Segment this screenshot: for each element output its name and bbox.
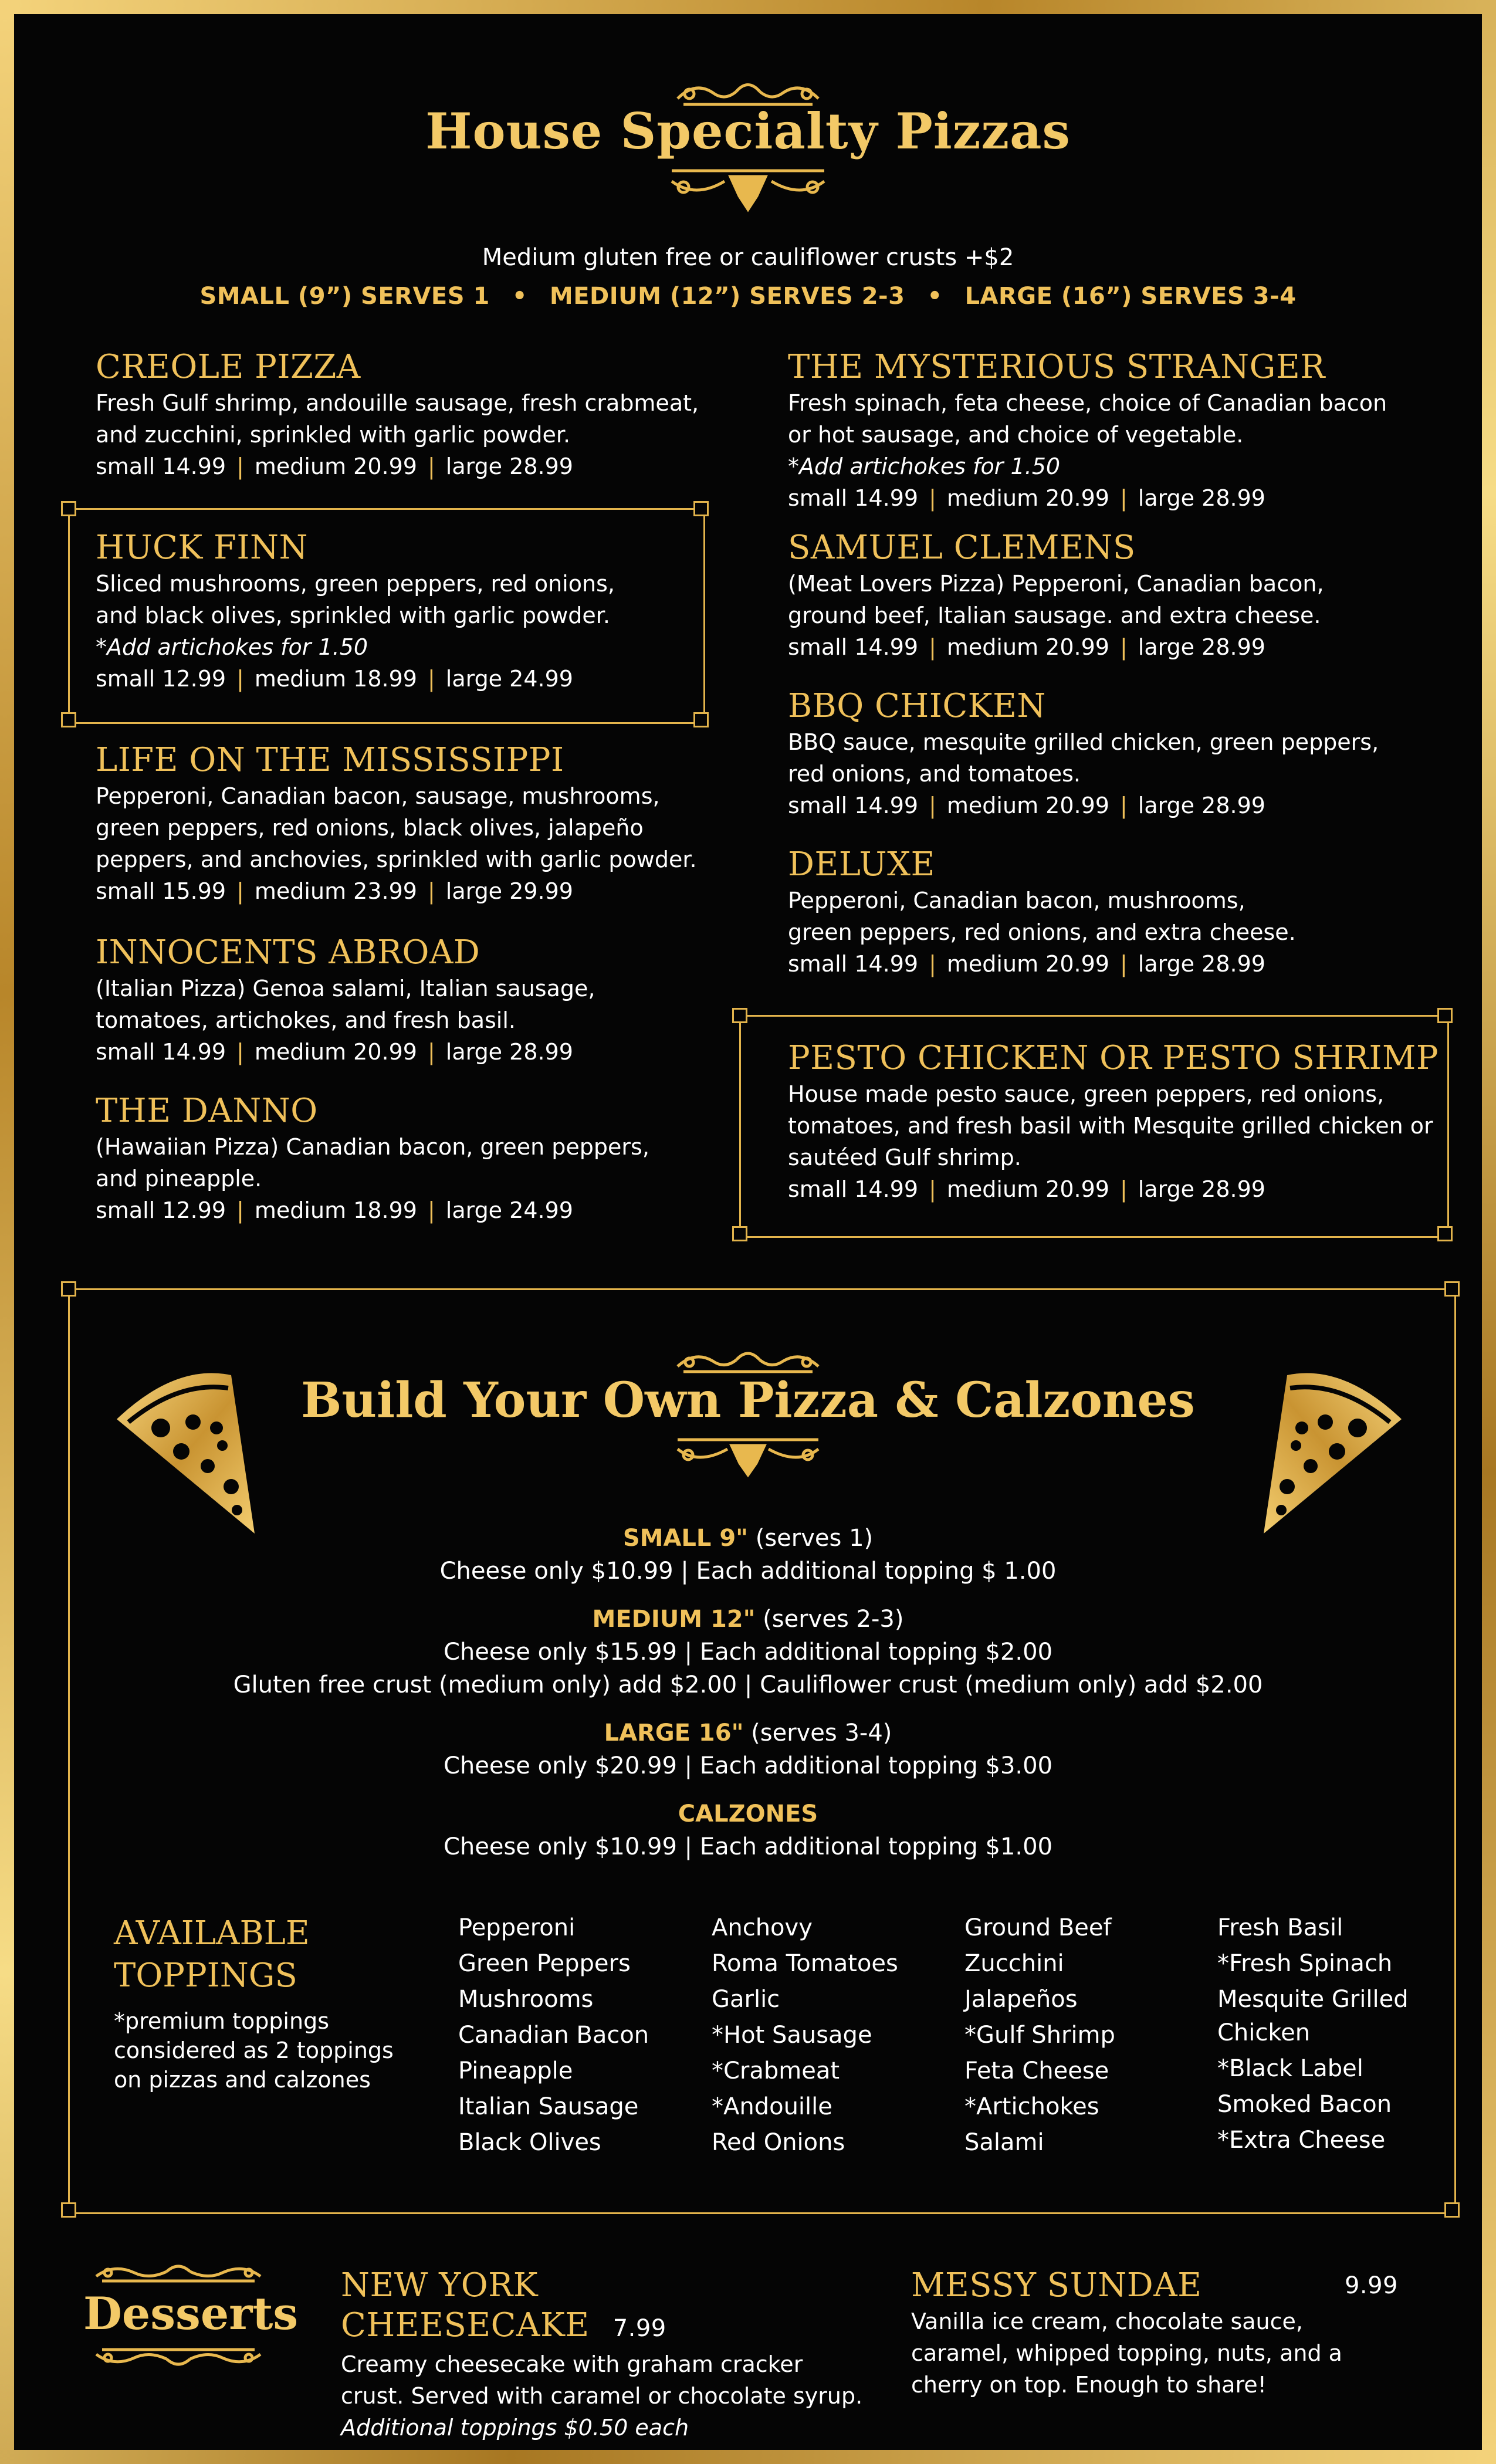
size-label: MEDIUM 12" bbox=[592, 1606, 756, 1633]
price-separator: | bbox=[236, 453, 244, 479]
price-separator: | bbox=[236, 878, 244, 904]
price-small: small 12.99 bbox=[96, 666, 226, 692]
pizza-desc-line: red onions, and tomatoes. bbox=[788, 761, 1081, 787]
price-medium: medium 20.99 bbox=[946, 1176, 1109, 1202]
topping-item: *Gulf Shrimp bbox=[964, 2022, 1115, 2049]
price-separator: | bbox=[1119, 485, 1128, 511]
pizza-desc-line: and pineapple. bbox=[96, 1166, 262, 1192]
topping-item: Mesquite Grilled bbox=[1217, 1986, 1409, 2013]
pizza-name: THE MYSTERIOUS STRANGER bbox=[788, 348, 1325, 386]
topping-item: Feta Cheese bbox=[964, 2057, 1109, 2084]
topping-item: Anchovy bbox=[712, 1914, 813, 1941]
dessert-desc-line: Creamy cheesecake with graham cracker bbox=[341, 2351, 803, 2377]
topping-item: Jalapeños bbox=[964, 1986, 1078, 2013]
price-separator: | bbox=[929, 485, 936, 511]
price-separator: | bbox=[427, 453, 435, 479]
price-separator: | bbox=[929, 1176, 936, 1202]
pizza-desc-line: (Italian Pizza) Genoa salami, Italian sausage, bbox=[96, 976, 595, 1001]
price-large: large 28.99 bbox=[1138, 485, 1265, 511]
dessert-desc-line: crust. Served with caramel or chocolate syrup. bbox=[341, 2383, 863, 2409]
price-separator: | bbox=[236, 666, 244, 692]
frame-corner-icon bbox=[1437, 1008, 1453, 1023]
topping-item: Zucchini bbox=[964, 1950, 1064, 1977]
pizza-desc-line: ground beef, Italian sausage. and extra cheese. bbox=[788, 603, 1321, 628]
price-separator: | bbox=[236, 1197, 244, 1223]
price-large: large 28.99 bbox=[445, 1039, 573, 1065]
topping-item: *Hot Sausage bbox=[712, 2022, 872, 2049]
price-separator: | bbox=[929, 793, 936, 818]
dessert-messy-sundae bbox=[911, 2266, 1398, 2401]
frame-corner-icon bbox=[732, 1226, 747, 1241]
size-large: LARGE (16”) SERVES 3-4 bbox=[964, 283, 1297, 310]
pizza-desc-line: tomatoes, and fresh basil with Mesquite grilled chicken or bbox=[788, 1113, 1433, 1139]
price-small: small 15.99 bbox=[96, 878, 226, 904]
pizza-desc-line: Pepperoni, Canadian bacon, sausage, mushrooms, bbox=[96, 783, 660, 809]
pizza-prices bbox=[788, 482, 1463, 514]
pizza-desc-line: and black olives, sprinkled with garlic powder. bbox=[96, 603, 611, 628]
frame-corner-icon bbox=[61, 1281, 76, 1297]
frame-corner-icon bbox=[61, 2202, 76, 2218]
toppings-heading bbox=[114, 1913, 310, 1997]
pizza-prices bbox=[96, 1194, 717, 1226]
pizza-prices bbox=[788, 631, 1463, 663]
topping-item: Red Onions bbox=[712, 2129, 845, 2156]
size-label: LARGE 16" bbox=[604, 1720, 744, 1747]
dessert-cheesecake bbox=[341, 2266, 869, 2443]
price-medium: medium 20.99 bbox=[946, 485, 1109, 511]
dessert-desc-line: Vanilla ice cream, chocolate sauce, bbox=[911, 2309, 1303, 2334]
pizza-name: BBQ CHICKEN bbox=[788, 687, 1046, 725]
topping-item: Ground Beef bbox=[964, 1914, 1112, 1941]
pizza-desc-line: Fresh Gulf shrimp, andouille sausage, fresh crabmeat, bbox=[96, 390, 699, 416]
price-medium: medium 18.99 bbox=[254, 666, 417, 692]
dessert-addon: Additional toppings $0.50 each bbox=[341, 2415, 689, 2441]
pizza-bbq-chicken bbox=[788, 686, 1463, 821]
price-small: small 14.99 bbox=[788, 951, 919, 977]
pizza-desc-line: peppers, and anchovies, sprinkled with garlic powder. bbox=[96, 847, 697, 872]
pizza-prices bbox=[788, 790, 1463, 821]
topping-item: *Andouille bbox=[712, 2093, 832, 2120]
price-large: large 29.99 bbox=[445, 878, 573, 904]
pizza-prices bbox=[788, 1173, 1439, 1205]
dessert-name: NEW YORK CHEESECAKE bbox=[341, 2266, 590, 2344]
price-medium: medium 20.99 bbox=[946, 951, 1109, 977]
pizza-desc-line: sautéed Gulf shrimp. bbox=[788, 1145, 1021, 1170]
serves-label: (serves 3-4) bbox=[743, 1720, 892, 1747]
pizza-addon: *Add artichokes for 1.50 bbox=[788, 453, 1061, 479]
price-medium: medium 23.99 bbox=[254, 878, 417, 904]
frame-corner-icon bbox=[1444, 2202, 1460, 2218]
toppings-column-1 bbox=[458, 1910, 649, 2161]
dessert-name-row bbox=[911, 2266, 1398, 2306]
price-small: small 14.99 bbox=[788, 485, 919, 511]
dessert-desc-line: caramel, whipped topping, nuts, and a bbox=[911, 2340, 1342, 2366]
dessert-price: 9.99 bbox=[1344, 2272, 1398, 2299]
byo-title: Build Your Own Pizza & Calzones bbox=[301, 1372, 1195, 1429]
price-large: large 28.99 bbox=[1138, 951, 1265, 977]
pizza-prices bbox=[788, 948, 1463, 980]
pizza-desc-line: Sliced mushrooms, green peppers, red onions, bbox=[96, 571, 615, 597]
pizza-name: THE DANNO bbox=[96, 1092, 318, 1130]
price-large: large 28.99 bbox=[1138, 793, 1265, 818]
pizza-desc-line: and zucchini, sprinkled with garlic powder. bbox=[96, 422, 571, 448]
page-title: House Specialty Pizzas bbox=[425, 102, 1071, 160]
price-separator: | bbox=[1119, 793, 1128, 818]
price-medium: medium 20.99 bbox=[946, 634, 1109, 660]
topping-item: Canadian Bacon bbox=[458, 2022, 649, 2049]
price-large: large 28.99 bbox=[1138, 1176, 1265, 1202]
price-large: large 24.99 bbox=[445, 1197, 573, 1223]
frame-corner-icon bbox=[732, 1008, 747, 1023]
price-separator: | bbox=[236, 1039, 244, 1065]
price-small: small 14.99 bbox=[788, 634, 919, 660]
pizza-innocents-abroad bbox=[96, 933, 717, 1068]
byo-large-prices: Cheese only $20.99 | Each additional topping $3.00 bbox=[443, 1752, 1053, 1779]
price-large: large 24.99 bbox=[445, 666, 573, 692]
topping-item: *Fresh Spinach bbox=[1217, 1950, 1393, 1977]
pizza-addon: *Add artichokes for 1.50 bbox=[96, 634, 368, 660]
crust-note: Medium gluten free or cauliflower crusts +$2 bbox=[482, 244, 1014, 271]
byo-calzones-heading bbox=[14, 1798, 1482, 1830]
price-small: small 14.99 bbox=[788, 793, 919, 818]
ornament-top-icon bbox=[672, 1346, 824, 1375]
size-small: SMALL (9”) SERVES 1 bbox=[199, 283, 490, 310]
pizza-prices bbox=[96, 451, 717, 482]
toppings-heading-line: AVAILABLE bbox=[114, 1914, 310, 1952]
price-separator: | bbox=[1119, 951, 1128, 977]
price-separator: | bbox=[1119, 634, 1128, 660]
topping-item: Salami bbox=[964, 2129, 1044, 2156]
price-large: large 28.99 bbox=[1138, 634, 1265, 660]
pizza-prices bbox=[96, 663, 717, 695]
pizza-life-on-the-mississippi bbox=[96, 740, 717, 907]
serves-label: (serves 1) bbox=[748, 1525, 874, 1552]
topping-item: *Extra Cheese bbox=[1217, 2127, 1386, 2154]
byo-large-heading bbox=[14, 1717, 1482, 1749]
pizza-pesto bbox=[788, 1038, 1439, 1205]
pizza-samuel-clemens bbox=[788, 528, 1463, 663]
dessert-name-row bbox=[341, 2266, 869, 2348]
byo-small-heading bbox=[14, 1522, 1482, 1555]
pizza-name: LIFE ON THE MISSISSIPPI bbox=[96, 741, 564, 779]
pizza-deluxe bbox=[788, 845, 1463, 980]
byo-calzones-prices: Cheese only $10.99 | Each additional topping $1.00 bbox=[443, 1833, 1053, 1860]
toppings-column-4 bbox=[1217, 1910, 1409, 2161]
topping-item: Chicken bbox=[1217, 2019, 1311, 2046]
pizza-name: PESTO CHICKEN OR PESTO SHRIMP bbox=[788, 1039, 1439, 1077]
price-separator: | bbox=[427, 1197, 435, 1223]
pizza-desc-line: tomatoes, artichokes, and fresh basil. bbox=[96, 1007, 516, 1033]
toppings-column-3 bbox=[964, 1910, 1115, 2161]
topping-item: Pepperoni bbox=[458, 1914, 576, 1941]
size-label: SMALL 9" bbox=[622, 1525, 749, 1552]
frame-corner-icon bbox=[1437, 1226, 1453, 1241]
byo-small-prices: Cheese only $10.99 | Each additional topping $ 1.00 bbox=[439, 1558, 1057, 1585]
ornament-bottom-icon bbox=[666, 1434, 830, 1481]
desserts-title: Desserts bbox=[83, 2287, 299, 2340]
price-small: small 14.99 bbox=[788, 1176, 919, 1202]
frame-corner-icon bbox=[693, 501, 709, 516]
toppings-heading-line: TOPPINGS bbox=[114, 1957, 297, 1995]
pizza-desc-line: or hot sausage, and choice of vegetable. bbox=[788, 422, 1244, 448]
price-separator: | bbox=[427, 1039, 435, 1065]
frame-corner-icon bbox=[61, 501, 76, 516]
size-label: CALZONES bbox=[678, 1800, 818, 1827]
price-small: small 14.99 bbox=[96, 453, 226, 479]
pizza-name: SAMUEL CLEMENS bbox=[788, 529, 1136, 567]
frame-corner-icon bbox=[61, 712, 76, 727]
size-legend bbox=[14, 283, 1482, 310]
pizza-prices bbox=[96, 875, 717, 907]
topping-item: Garlic bbox=[712, 1986, 780, 2013]
pizza-name: DELUXE bbox=[788, 845, 935, 884]
ornament-top-icon bbox=[90, 2261, 266, 2284]
price-large: large 28.99 bbox=[445, 453, 573, 479]
topping-item: Mushrooms bbox=[458, 1986, 594, 2013]
toppings-note-line: considered as 2 toppings bbox=[114, 2037, 394, 2063]
pizza-desc-line: House made pesto sauce, green peppers, red onions, bbox=[788, 1081, 1385, 1107]
pizza-mysterious-stranger bbox=[788, 347, 1463, 514]
toppings-note bbox=[114, 2006, 394, 2094]
pizza-desc-line: Pepperoni, Canadian bacon, mushrooms, bbox=[788, 888, 1245, 913]
pizza-creole bbox=[96, 347, 717, 482]
ornament-bottom-icon bbox=[660, 164, 836, 216]
byo-medium-crusts: Gluten free crust (medium only) add $2.00 | Cauliflower crust (medium only) add $2.00 bbox=[233, 1671, 1263, 1698]
topping-item: Black Olives bbox=[458, 2129, 601, 2156]
topping-item: *Artichokes bbox=[964, 2093, 1099, 2120]
pizza-desc-line: Fresh spinach, feta cheese, choice of Canadian bacon bbox=[788, 390, 1387, 416]
ornament-bottom-icon bbox=[90, 2346, 266, 2370]
toppings-note-line: *premium toppings bbox=[114, 2008, 329, 2034]
size-separator: • bbox=[512, 283, 527, 310]
byo-medium-heading bbox=[14, 1603, 1482, 1636]
topping-item: Fresh Basil bbox=[1217, 1914, 1343, 1941]
toppings-column-2 bbox=[712, 1910, 898, 2161]
topping-item: Smoked Bacon bbox=[1217, 2091, 1392, 2118]
pizza-desc-line: green peppers, red onions, black olives, jalapeño bbox=[96, 815, 644, 841]
topping-item: Italian Sausage bbox=[458, 2093, 639, 2120]
pizza-desc-line: BBQ sauce, mesquite grilled chicken, green peppers, bbox=[788, 729, 1379, 755]
price-medium: medium 20.99 bbox=[946, 793, 1109, 818]
price-separator: | bbox=[427, 666, 435, 692]
price-medium: medium 20.99 bbox=[254, 1039, 417, 1065]
dessert-price: 7.99 bbox=[612, 2315, 666, 2342]
pizza-huck-finn bbox=[96, 528, 717, 695]
price-medium: medium 20.99 bbox=[254, 453, 417, 479]
pizza-desc-line: (Meat Lovers Pizza) Pepperoni, Canadian bacon, bbox=[788, 571, 1324, 597]
size-separator: • bbox=[927, 283, 943, 310]
price-small: small 14.99 bbox=[96, 1039, 226, 1065]
topping-item: *Black Label bbox=[1217, 2055, 1363, 2082]
pizza-desc-line: (Hawaiian Pizza) Canadian bacon, green peppers, bbox=[96, 1134, 649, 1160]
topping-item: *Crabmeat bbox=[712, 2057, 840, 2084]
pizza-name: INNOCENTS ABROAD bbox=[96, 933, 480, 972]
pizza-name: CREOLE PIZZA bbox=[96, 348, 361, 386]
topping-item: Green Peppers bbox=[458, 1950, 631, 1977]
byo-medium-prices: Cheese only $15.99 | Each additional topping $2.00 bbox=[443, 1639, 1053, 1666]
price-separator: | bbox=[427, 878, 435, 904]
dessert-desc-line: cherry on top. Enough to share! bbox=[911, 2372, 1267, 2398]
pizza-prices bbox=[96, 1036, 717, 1068]
size-medium: MEDIUM (12”) SERVES 2-3 bbox=[549, 283, 905, 310]
topping-item: Roma Tomatoes bbox=[712, 1950, 898, 1977]
pizza-desc-line: green peppers, red onions, and extra cheese. bbox=[788, 919, 1296, 945]
price-medium: medium 18.99 bbox=[254, 1197, 417, 1223]
pizza-name: HUCK FINN bbox=[96, 529, 308, 567]
dessert-name: MESSY SUNDAE bbox=[911, 2266, 1202, 2304]
frame-corner-icon bbox=[693, 712, 709, 727]
price-separator: | bbox=[929, 634, 936, 660]
topping-item: Pineapple bbox=[458, 2057, 573, 2084]
price-separator: | bbox=[1119, 1176, 1128, 1202]
toppings-note-line: on pizzas and calzones bbox=[114, 2067, 371, 2093]
price-small: small 12.99 bbox=[96, 1197, 226, 1223]
frame-corner-icon bbox=[1444, 1281, 1460, 1297]
serves-label: (serves 2-3) bbox=[755, 1606, 904, 1633]
price-separator: | bbox=[929, 951, 936, 977]
pizza-the-danno bbox=[96, 1091, 717, 1226]
